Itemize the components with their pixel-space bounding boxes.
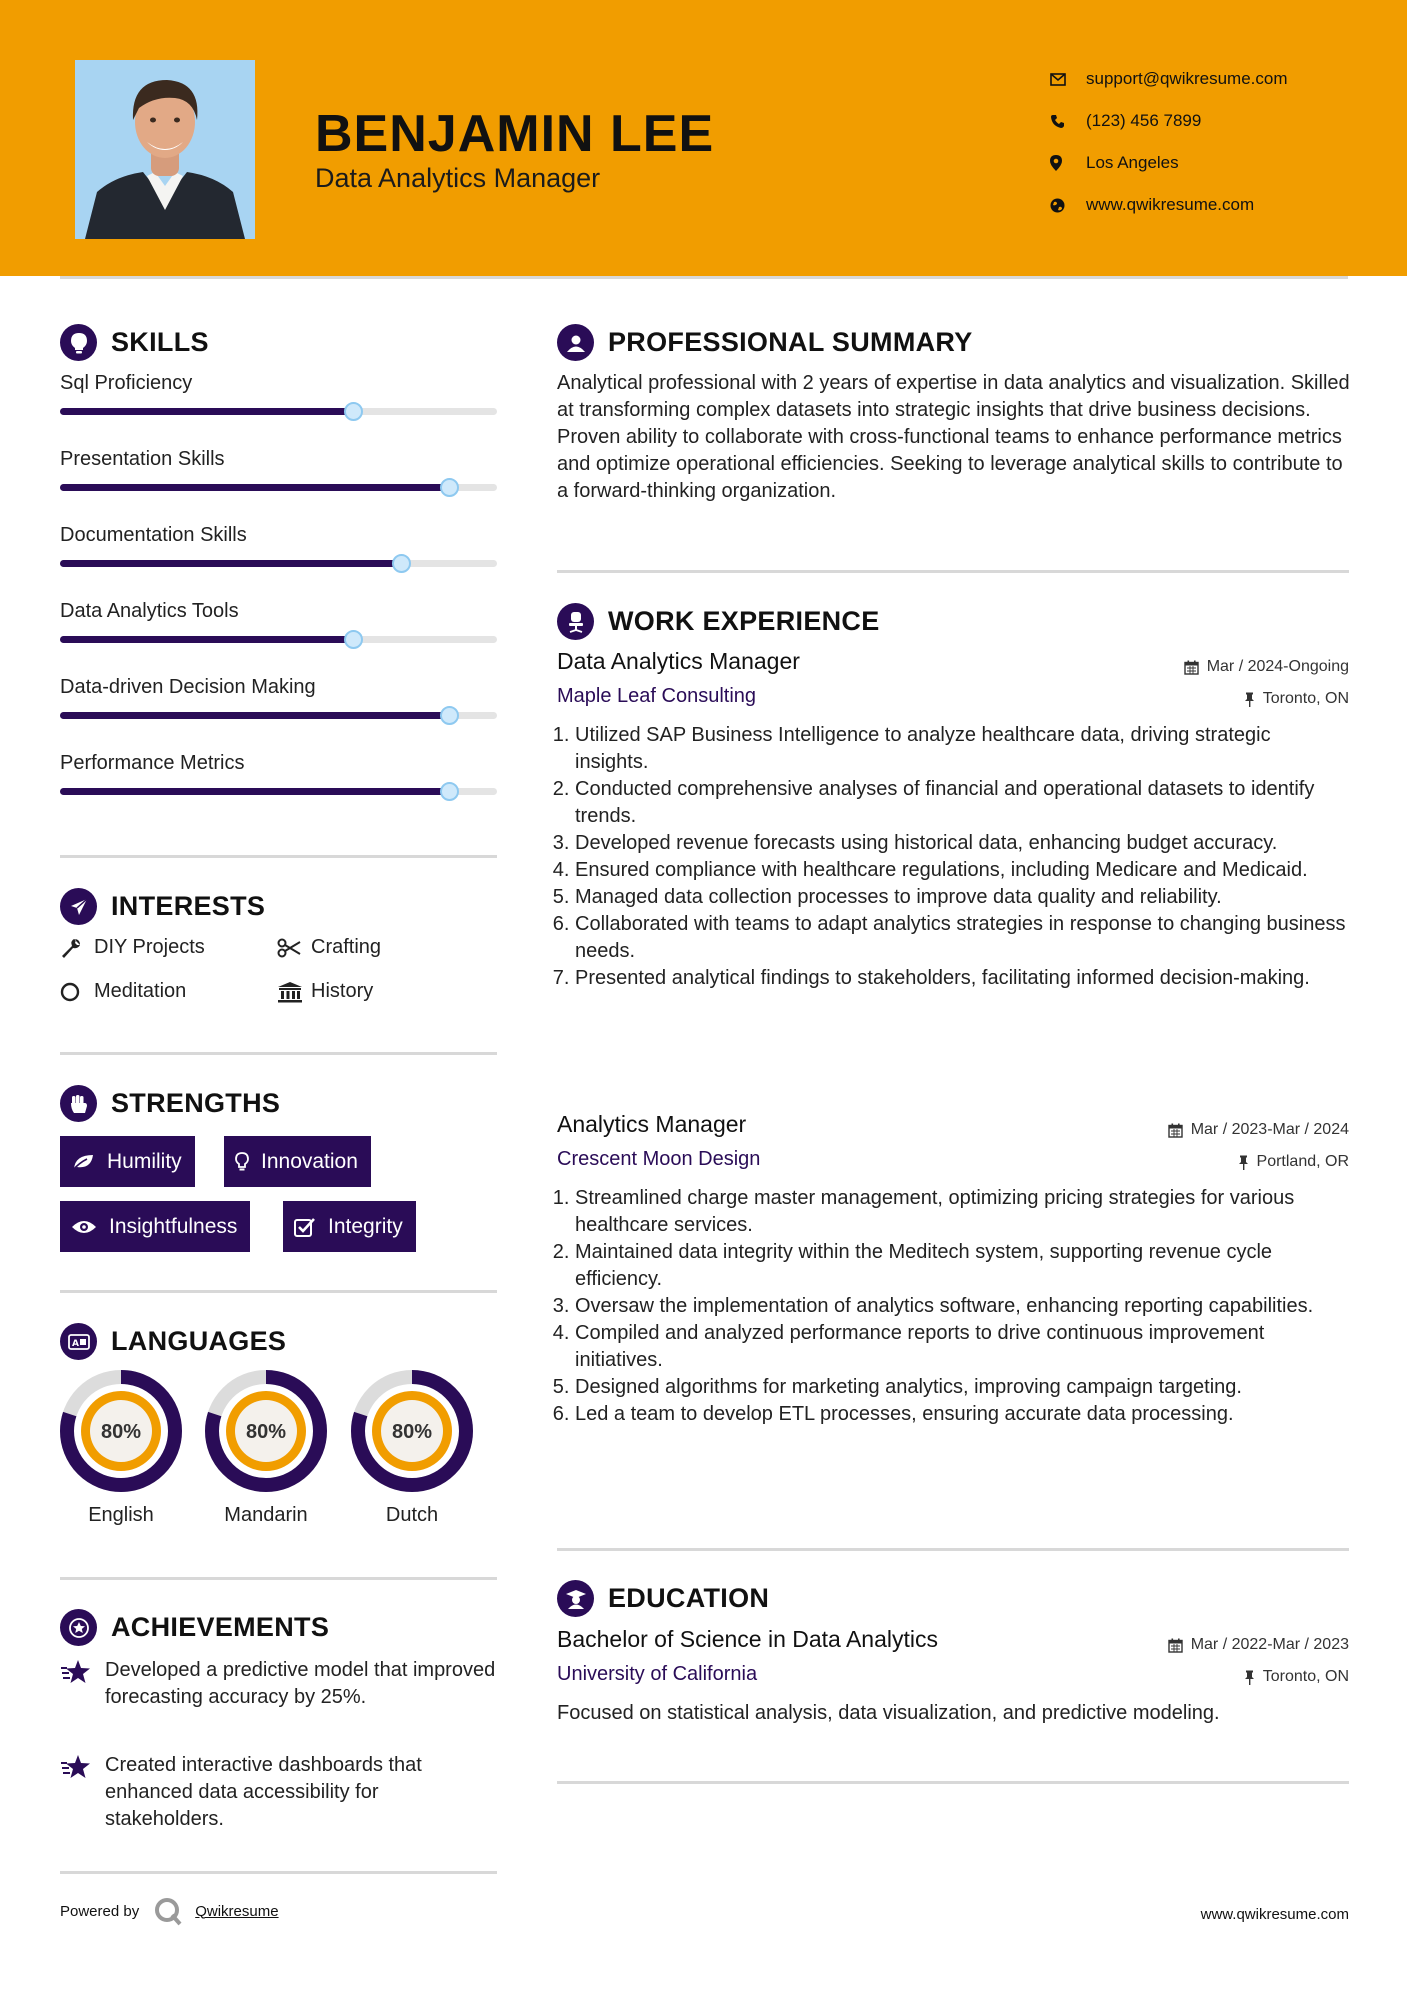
contact-website[interactable]	[1050, 184, 1288, 226]
job-bullet: 2. Conducted comprehensive analyses of financial and operational datasets to identify trends.	[575, 776, 1349, 830]
star-badge-icon	[60, 1609, 97, 1646]
experience-heading	[557, 603, 880, 640]
language-ring	[60, 1370, 182, 1492]
job-location	[1244, 690, 1349, 708]
education-location-text: Toronto, ON	[1262, 1668, 1349, 1685]
scissors-icon	[277, 938, 311, 958]
skill-bar-knob	[440, 706, 459, 725]
fist-icon	[60, 1085, 97, 1122]
achievement-text: Developed a predictive model that improved forecasting accuracy by 25%.	[105, 1659, 496, 1708]
summary-divider	[557, 570, 1349, 573]
skill-bar-knob	[344, 630, 363, 649]
calendar-icon	[1168, 1638, 1183, 1653]
strength-label: Insightfulness	[109, 1214, 238, 1238]
skill-bar-fill	[60, 788, 449, 795]
globe-icon	[1050, 198, 1086, 213]
phone-icon	[1050, 114, 1086, 129]
skill-bar-fill	[60, 484, 449, 491]
job-company: Crescent Moon Design	[557, 1148, 761, 1170]
job-bullets	[557, 1185, 1349, 1428]
qwikresume-logo-icon	[153, 1896, 183, 1926]
calendar-icon	[1184, 660, 1199, 675]
skill-bar-fill	[60, 636, 353, 643]
contact-email-text: support@qwikresume.com	[1086, 69, 1288, 88]
skill-bar-track	[60, 408, 497, 415]
skill-bar-knob	[440, 478, 459, 497]
education-description: Focused on statistical analysis, data visualization, and predictive modeling.	[557, 1702, 1220, 1724]
language-ring	[205, 1370, 327, 1492]
skill-bar-knob	[392, 554, 411, 573]
pushpin-icon	[1238, 1155, 1249, 1170]
job-bullet: 6. Led a team to develop ETL processes, ensuring accurate data processing.	[575, 1401, 1349, 1428]
skill-item	[60, 600, 497, 623]
job-bullet: 4. Ensured compliance with healthcare regulations, including Medicare and Medicaid.	[575, 857, 1349, 884]
language-percent: 80%	[100, 1421, 142, 1443]
star-icon	[60, 1752, 105, 1833]
strength-badge-innovation	[224, 1136, 371, 1187]
skill-item	[60, 448, 497, 471]
contact-phone[interactable]	[1050, 100, 1288, 142]
experience-divider	[557, 1548, 1349, 1551]
strengths-title: STRENGTHS	[111, 1088, 281, 1118]
language-item	[205, 1370, 327, 1527]
profile-photo	[75, 60, 255, 239]
paper-plane-icon	[60, 888, 97, 925]
language-name: Mandarin	[224, 1504, 308, 1526]
skill-item	[60, 524, 497, 547]
lightbulb-icon	[235, 1152, 249, 1172]
education-school: University of California	[557, 1663, 758, 1685]
svg-text:A: A	[71, 1338, 79, 1349]
candidate-role: Data Analytics Manager	[315, 163, 601, 193]
interest-label: Crafting	[311, 936, 382, 958]
envelope-icon	[1050, 73, 1086, 86]
language-name: Dutch	[385, 1504, 439, 1526]
interest-item-meditation	[60, 980, 186, 1003]
check-square-icon	[294, 1217, 316, 1237]
skill-bar-fill	[60, 560, 401, 567]
education-entry	[557, 1626, 1349, 1727]
education-location	[1244, 1668, 1349, 1686]
graduate-icon	[557, 1580, 594, 1617]
footer-website-link[interactable]: www.qwikresume.com	[1200, 1906, 1349, 1923]
skill-name: Presentation Skills	[60, 448, 225, 470]
job-bullet: 1. Streamlined charge master management, optimizing pricing strategies for various healthcare services.	[575, 1185, 1349, 1239]
language-item	[351, 1370, 473, 1527]
achievement-item	[60, 1752, 500, 1833]
contact-email[interactable]	[1050, 58, 1288, 100]
interest-item-crafting	[277, 936, 381, 959]
job-bullet: 6. Collaborated with teams to adapt analytics strategies in response to changing business needs.	[575, 911, 1349, 965]
job-bullet: 5. Designed algorithms for marketing analytics, improving campaign targeting.	[575, 1374, 1349, 1401]
contact-website-text: www.qwikresume.com	[1086, 195, 1255, 214]
job-entry-1	[557, 648, 1349, 992]
languages-heading	[60, 1323, 286, 1360]
contact-list	[1050, 58, 1288, 226]
job-dates-text: Mar / 2024-Ongoing	[1206, 658, 1349, 675]
pushpin-icon	[1244, 1670, 1255, 1685]
contact-phone-text: (123) 456 7899	[1086, 111, 1202, 130]
achievement-item	[60, 1657, 500, 1711]
office-chair-icon	[557, 603, 594, 640]
job-bullet: 3. Developed revenue forecasts using historical data, enhancing budget accuracy.	[575, 830, 1349, 857]
job-bullet: 2. Maintained data integrity within the Meditech system, supporting revenue cycle efficiency.	[575, 1239, 1349, 1293]
strength-badge-humility	[60, 1136, 195, 1187]
job-location-text: Toronto, ON	[1262, 690, 1349, 707]
interest-label: History	[311, 980, 374, 1002]
header-divider	[60, 276, 1348, 279]
skill-item	[60, 676, 497, 699]
skill-bar-track	[60, 636, 497, 643]
job-location	[1238, 1153, 1349, 1171]
education-degree: Bachelor of Science in Data Analytics	[557, 1626, 938, 1652]
skills-title: SKILLS	[111, 327, 209, 357]
summary-text: Analytical professional with 2 years of expertise in data analytics and visualization. Skilled at transforming complex datasets into strategic insights that drive business decisions. Proven ability to collaborate with cross-functional teams to enhance performance metrics and optimize operational efficiencies. Seeking to leverage analytical skills to contribute to a forward-thinking organization.	[557, 372, 1350, 502]
interest-item-history	[277, 980, 373, 1003]
job-bullet: 4. Compiled and analyzed performance reports to drive continuous improvement initiatives.	[575, 1320, 1349, 1374]
contact-location	[1050, 142, 1288, 184]
job-title: Analytics Manager	[557, 1111, 747, 1137]
skill-bar-track	[60, 560, 497, 567]
skill-bar-track	[60, 788, 497, 795]
strength-label: Humility	[107, 1149, 182, 1173]
lightbulb-icon	[60, 324, 97, 361]
bank-icon	[277, 981, 311, 1003]
job-bullet: 1. Utilized SAP Business Intelligence to analyze healthcare data, driving strategic insights.	[575, 722, 1349, 776]
interest-label: DIY Projects	[94, 936, 205, 958]
skill-bar-fill	[60, 408, 353, 415]
interests-heading	[60, 888, 265, 925]
skill-name: Sql Proficiency	[60, 372, 193, 394]
job-bullet: 5. Managed data collection processes to improve data quality and reliability.	[575, 884, 1349, 911]
job-dates-text: Mar / 2023-Mar / 2024	[1190, 1121, 1349, 1138]
job-location-text: Portland, OR	[1256, 1153, 1349, 1170]
strength-badge-integrity	[283, 1201, 416, 1252]
job-dates	[1168, 1121, 1349, 1139]
language-ring	[351, 1370, 473, 1492]
language-card-icon	[60, 1323, 97, 1360]
skill-item	[60, 752, 497, 775]
education-dates-text: Mar / 2022-Mar / 2023	[1190, 1636, 1349, 1653]
skills-divider	[60, 855, 497, 858]
skill-bar-track	[60, 484, 497, 491]
job-dates	[1184, 658, 1349, 676]
summary-title: PROFESSIONAL SUMMARY	[608, 327, 973, 357]
eye-icon	[71, 1219, 97, 1235]
job-company: Maple Leaf Consulting	[557, 685, 757, 707]
achievements-divider	[60, 1871, 497, 1874]
skill-bar-fill	[60, 712, 449, 719]
interests-title: INTERESTS	[111, 891, 266, 921]
languages-divider	[60, 1577, 497, 1580]
circle-icon	[60, 982, 94, 1002]
calendar-icon	[1168, 1123, 1183, 1138]
interests-divider	[60, 1052, 497, 1055]
user-icon	[557, 324, 594, 361]
language-percent: 80%	[245, 1421, 287, 1443]
skill-name: Performance Metrics	[60, 752, 245, 774]
achievements-title: ACHIEVEMENTS	[111, 1612, 330, 1642]
job-entry-2	[557, 1111, 1349, 1428]
strength-badge-insightfulness	[60, 1201, 250, 1252]
pushpin-icon	[1244, 692, 1255, 707]
skill-name: Data Analytics Tools	[60, 600, 239, 622]
skills-heading	[60, 324, 209, 361]
skill-bar-track	[60, 712, 497, 719]
job-title: Data Analytics Manager	[557, 648, 800, 674]
star-icon	[60, 1657, 105, 1711]
education-dates	[1168, 1636, 1349, 1654]
strength-label: Integrity	[328, 1214, 403, 1238]
skill-bar-knob	[344, 402, 363, 421]
footer-powered-by	[60, 1896, 279, 1926]
education-title: EDUCATION	[608, 1583, 770, 1613]
language-item	[60, 1370, 182, 1527]
language-percent: 80%	[391, 1421, 433, 1443]
leaf-icon	[71, 1153, 95, 1171]
job-bullet: 7. Presented analytical findings to stakeholders, facilitating informed decision-making.	[575, 965, 1349, 992]
education-heading	[557, 1580, 769, 1617]
education-divider	[557, 1781, 1349, 1784]
language-name: English	[88, 1504, 154, 1526]
experience-title: WORK EXPERIENCE	[608, 606, 880, 636]
strength-label: Innovation	[261, 1149, 358, 1173]
strengths-heading	[60, 1085, 280, 1122]
interest-label: Meditation	[94, 980, 187, 1002]
achievements-heading	[60, 1609, 329, 1646]
map-pin-icon	[1050, 155, 1086, 171]
skill-name: Data-driven Decision Making	[60, 676, 316, 698]
job-bullet: 3. Oversaw the implementation of analytics software, enhancing reporting capabilities.	[575, 1293, 1349, 1320]
strengths-divider	[60, 1290, 497, 1293]
interest-item-diy-projects	[60, 936, 205, 959]
powered-by-text: Powered by	[60, 1902, 140, 1920]
skill-item	[60, 372, 497, 395]
skill-name: Documentation Skills	[60, 524, 247, 546]
languages-title: LANGUAGES	[111, 1326, 287, 1356]
contact-location-text: Los Angeles	[1086, 153, 1179, 172]
candidate-name: BENJAMIN LEE	[315, 105, 715, 163]
job-bullets	[557, 722, 1349, 992]
achievement-text: Created interactive dashboards that enhanced data accessibility for stakeholders.	[105, 1754, 422, 1830]
skill-bar-knob	[440, 782, 459, 801]
wrench-icon	[60, 937, 94, 959]
qwikresume-link[interactable]: Qwikresume	[195, 1902, 279, 1920]
summary-heading	[557, 324, 973, 361]
resume-header	[0, 0, 1407, 276]
